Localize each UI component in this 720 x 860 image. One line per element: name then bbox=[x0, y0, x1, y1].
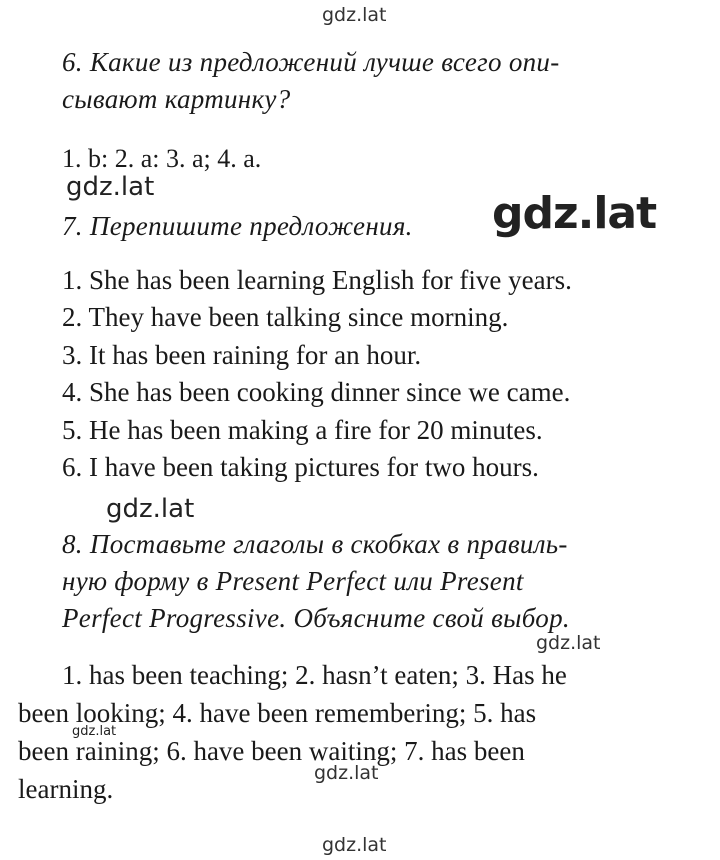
sentence-item: 6. I have been taking pictures for two hours. bbox=[62, 452, 539, 483]
exercise-8-title-line1: 8. Поставьте глаголы в скобках в правиль- bbox=[62, 529, 568, 559]
sentence-item: 2. They have been talking since morning. bbox=[62, 302, 509, 333]
watermark-after-q7: gdz.lat bbox=[106, 494, 195, 524]
exercise-6-title bbox=[62, 44, 702, 118]
exercise-8-title-line3: Perfect Progressive. Объясните свой выбор. bbox=[62, 603, 570, 633]
watermark-in-q8-right: gdz.lat bbox=[536, 632, 601, 654]
exercise-8-answer-line3: been raining; 6. have been waiting; 7. has been bbox=[18, 736, 525, 766]
watermark-bottom: gdz.lat bbox=[322, 834, 387, 856]
exercise-6-title-line2: сывают картинку? bbox=[62, 84, 291, 114]
sentence-item: 1. She has been learning English for five years. bbox=[62, 265, 572, 295]
watermark-in-q8-answer-mid: gdz.lat bbox=[314, 762, 379, 784]
exercise-8-title-line2: ную форму в Present Perfect или Present bbox=[62, 566, 524, 596]
sentence-item: 4. She has been cooking dinner since we came. bbox=[62, 377, 571, 408]
exercise-8-answer-line2: been looking; 4. have been remembering; 5. has bbox=[18, 698, 537, 728]
sentence-item: 3. It has been raining for an hour. bbox=[62, 339, 422, 370]
exercise-8-title bbox=[62, 526, 702, 637]
exercise-6-title-line1: 6. Какие из предложений лучше всего опи- bbox=[62, 47, 560, 77]
exercise-8-answer-line1: 1. has been teaching; 2. hasn’t eaten; 3. Has he bbox=[62, 660, 567, 690]
exercise-8-answer-line4: learning. bbox=[18, 774, 114, 804]
exercise-6-answer: 1. b: 2. a: 3. a; 4. a. bbox=[62, 144, 262, 173]
watermark-after-q7-title: gdz.lat bbox=[492, 188, 657, 239]
exercise-7-title: 7. Перепишите предложения. bbox=[62, 211, 413, 241]
watermark-after-q6: gdz.lat bbox=[66, 172, 155, 202]
sentence-item: 5. He has been making a fire for 20 minutes. bbox=[62, 414, 543, 445]
watermark-in-q8-answer-left: gdz.lat bbox=[72, 724, 117, 739]
exercise-7-sentences bbox=[62, 262, 712, 486]
watermark-top: gdz.lat bbox=[322, 4, 387, 26]
